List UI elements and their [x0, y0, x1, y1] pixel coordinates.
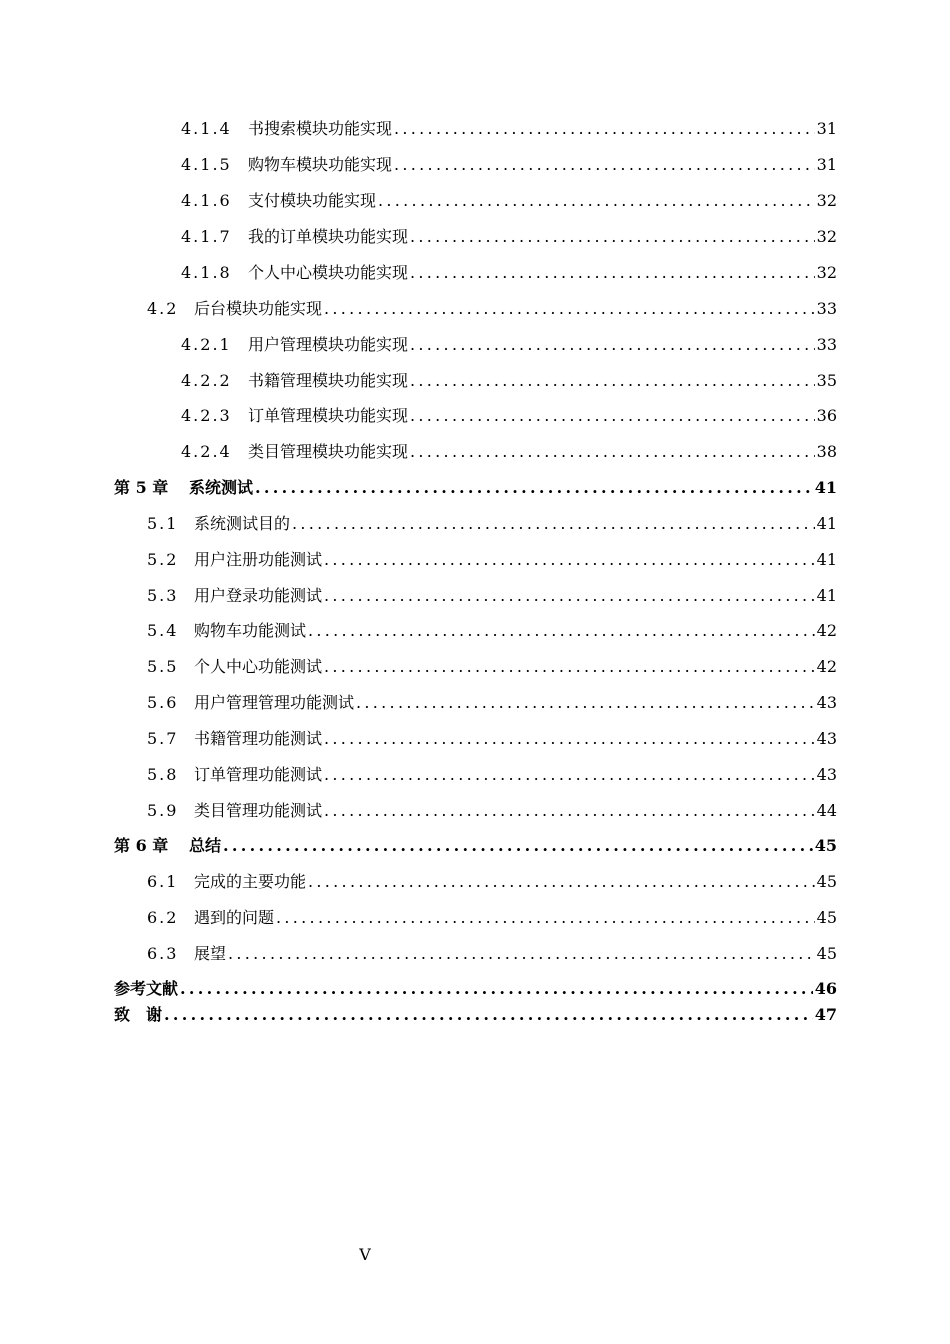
toc-entry-page: 31 — [816, 119, 837, 138]
toc-leader-dots — [410, 263, 815, 283]
toc-entry-page: 35 — [816, 371, 837, 390]
toc-entry-page: 44 — [816, 801, 837, 820]
toc-entry[interactable] — [147, 582, 837, 606]
toc-entry-title: 购物车功能测试 — [194, 621, 307, 640]
toc-entry-title: 用户注册功能测试 — [194, 550, 323, 569]
toc-leader-dots — [180, 979, 813, 999]
toc-entry-page: 41 — [816, 550, 837, 569]
toc-leader-dots — [228, 944, 815, 964]
toc-leader-dots — [394, 119, 815, 139]
toc-entry-title: 类目管理功能测试 — [194, 801, 323, 820]
toc-entry[interactable] — [147, 617, 837, 641]
toc-leader-dots — [276, 908, 815, 928]
toc-entry-number: 4.2.3 — [181, 406, 232, 425]
toc-entry-page: 45 — [816, 872, 837, 891]
toc-entry[interactable] — [147, 940, 837, 964]
toc-entry-number: 6.3 — [147, 944, 179, 963]
toc-leader-dots — [378, 191, 815, 211]
toc-entry[interactable] — [147, 546, 837, 570]
toc-entry-page: 36 — [816, 406, 837, 425]
toc-leader-dots — [255, 478, 813, 498]
toc-entry-page: 33 — [816, 335, 837, 354]
toc-entry[interactable] — [147, 725, 837, 749]
toc-entry-title: 用户管理模块功能实现 — [248, 335, 409, 354]
toc-entry[interactable] — [181, 259, 837, 283]
toc-entry-page: 43 — [816, 765, 837, 784]
toc-entry[interactable] — [181, 438, 837, 462]
toc-entry-page: 42 — [816, 621, 837, 640]
toc-entry-title: 总结 — [189, 836, 222, 855]
toc-entry-page: 33 — [816, 299, 837, 318]
toc-entry-page: 46 — [814, 979, 837, 998]
toc-leader-dots — [410, 335, 815, 355]
toc-entry-number: 6.1 — [147, 872, 179, 891]
toc-leader-dots — [410, 227, 815, 247]
toc-entry-number: 5.7 — [147, 729, 179, 748]
toc-entry-title: 遇到的问题 — [194, 908, 275, 927]
toc-entry-page: 32 — [816, 191, 837, 210]
toc-entry[interactable] — [147, 797, 837, 821]
toc-entry-number: 4.1.6 — [181, 191, 232, 210]
toc-entry[interactable] — [181, 223, 837, 247]
toc-entry-page: 45 — [816, 944, 837, 963]
toc-entry-number: 4.2.4 — [181, 442, 232, 461]
toc-entry[interactable] — [181, 151, 837, 175]
toc-entry-title: 购物车模块功能实现 — [248, 155, 393, 174]
page-number: V — [359, 1245, 371, 1264]
toc-entry-number: 4.1.7 — [181, 227, 232, 246]
toc-leader-dots — [394, 155, 815, 175]
toc-entry-title: 参考文献 — [114, 979, 179, 998]
toc-entry-title: 致 谢 — [114, 1005, 163, 1024]
toc-chapter-entry[interactable] — [114, 832, 837, 856]
toc-entry-title: 系统测试 — [189, 478, 254, 497]
toc-entry[interactable] — [181, 367, 837, 391]
toc-leader-dots — [410, 442, 815, 462]
toc-entry[interactable] — [147, 904, 837, 928]
toc-entry-title: 书籍管理功能测试 — [194, 729, 323, 748]
toc-entry-title: 用户管理管理功能测试 — [194, 693, 355, 712]
toc-entry-number: 4.1.5 — [181, 155, 232, 174]
toc-entry-number: 第 6 章 — [114, 836, 169, 855]
toc-entry-title: 完成的主要功能 — [194, 872, 307, 891]
toc-entry-number: 5.1 — [147, 514, 179, 533]
toc-entry-page: 45 — [814, 836, 837, 855]
toc-leader-dots — [308, 621, 815, 641]
toc-entry-number: 6.2 — [147, 908, 179, 927]
toc-entry-page: 45 — [816, 908, 837, 927]
toc-entry[interactable] — [147, 510, 837, 534]
toc-entry[interactable] — [147, 689, 837, 713]
toc-entry-number: 4.1.8 — [181, 263, 232, 282]
toc-entry-page: 43 — [816, 729, 837, 748]
toc-leader-dots — [164, 1005, 813, 1025]
toc-leader-dots — [223, 836, 813, 856]
toc-entry-number: 4.2 — [147, 299, 179, 318]
toc-entry[interactable] — [147, 295, 837, 319]
toc-entry-number: 4.2.2 — [181, 371, 232, 390]
toc-leader-dots — [324, 550, 815, 570]
toc-entry-page: 42 — [816, 657, 837, 676]
toc-entry-number: 5.9 — [147, 801, 179, 820]
toc-entry-page: 43 — [816, 693, 837, 712]
toc-entry-title: 订单管理模块功能实现 — [248, 406, 409, 425]
toc-entry[interactable] — [181, 187, 837, 211]
toc-entry-number: 5.4 — [147, 621, 179, 640]
toc-entry-page: 47 — [814, 1005, 837, 1024]
toc-entry-title: 类目管理模块功能实现 — [248, 442, 409, 461]
toc-entry-title: 书搜索模块功能实现 — [248, 119, 393, 138]
toc-entry[interactable] — [147, 653, 837, 677]
toc-leader-dots — [410, 406, 815, 426]
toc-leader-dots — [410, 371, 815, 391]
toc-entry-page: 32 — [816, 263, 837, 282]
toc-acknowledgements-entry[interactable] — [114, 1001, 837, 1025]
toc-entry-title: 个人中心功能测试 — [194, 657, 323, 676]
toc-leader-dots — [356, 693, 815, 713]
toc-entry-title: 系统测试目的 — [194, 514, 291, 533]
toc-leader-dots — [292, 514, 815, 534]
toc-entry-number: 5.8 — [147, 765, 179, 784]
toc-leader-dots — [308, 872, 815, 892]
toc-entry-page: 38 — [816, 442, 837, 461]
toc-entry-number: 4.1.4 — [181, 119, 232, 138]
toc-entry-page: 41 — [816, 586, 837, 605]
toc-entry-title: 支付模块功能实现 — [248, 191, 377, 210]
toc-entry[interactable] — [147, 868, 837, 892]
toc-entry-page: 31 — [816, 155, 837, 174]
toc-entry-number: 5.5 — [147, 657, 179, 676]
toc-entry[interactable] — [181, 402, 837, 426]
toc-entry-number: 第 5 章 — [114, 478, 169, 497]
toc-entry[interactable] — [181, 331, 837, 355]
toc-chapter-entry[interactable] — [114, 474, 837, 498]
toc-entry-title: 书籍管理模块功能实现 — [248, 371, 409, 390]
toc-leader-dots — [324, 765, 815, 785]
toc-entry[interactable] — [181, 115, 837, 139]
toc-entry-title: 个人中心模块功能实现 — [248, 263, 409, 282]
toc-entry-title: 展望 — [194, 944, 227, 963]
toc-entry-number: 4.2.1 — [181, 335, 232, 354]
toc-entry[interactable] — [147, 761, 837, 785]
toc-entry-title: 用户登录功能测试 — [194, 586, 323, 605]
toc-entry-title: 后台模块功能实现 — [194, 299, 323, 318]
toc-leader-dots — [324, 729, 815, 749]
toc-leader-dots — [324, 299, 815, 319]
toc-entry-page: 41 — [814, 478, 837, 497]
toc-entry-title: 订单管理功能测试 — [194, 765, 323, 784]
toc-leader-dots — [324, 657, 815, 677]
toc-references-entry[interactable] — [114, 975, 837, 999]
toc-leader-dots — [324, 586, 815, 606]
toc-entry-number: 5.2 — [147, 550, 179, 569]
toc-entry-page: 32 — [816, 227, 837, 246]
toc-entry-number: 5.3 — [147, 586, 179, 605]
toc-leader-dots — [324, 801, 815, 821]
toc-entry-title: 我的订单模块功能实现 — [248, 227, 409, 246]
toc-entry-page: 41 — [816, 514, 837, 533]
toc-entry-number: 5.6 — [147, 693, 179, 712]
